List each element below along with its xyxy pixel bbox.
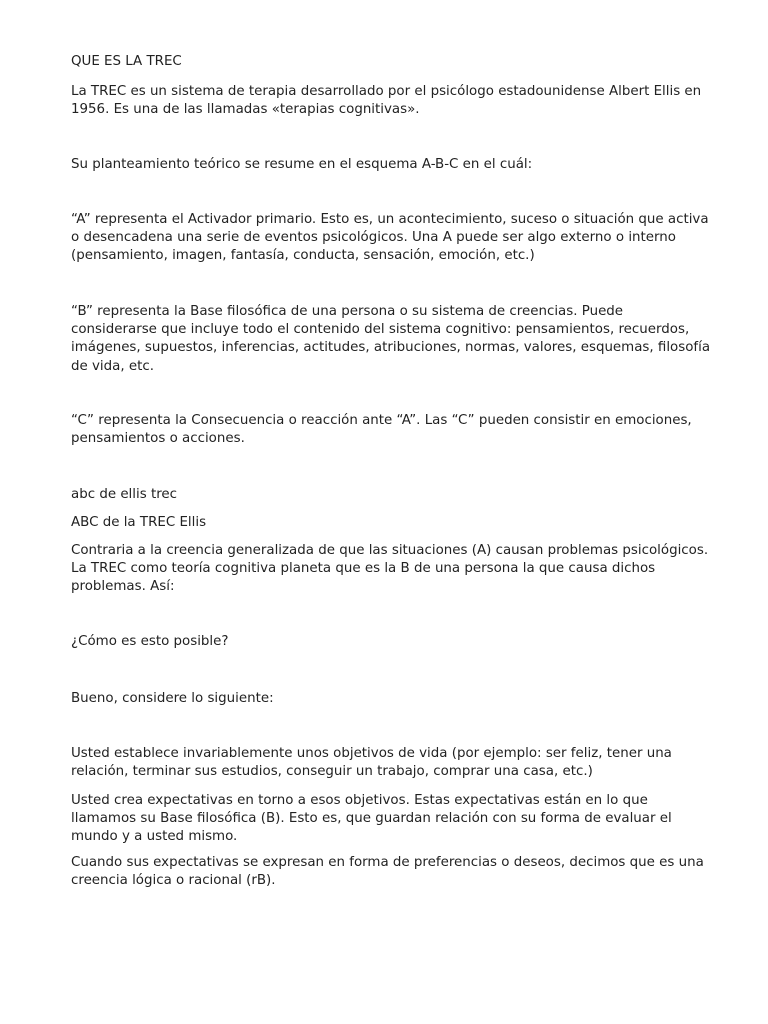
document-title: QUE ES LA TREC — [71, 54, 182, 69]
image-caption-abc: abc de ellis trec — [71, 487, 178, 502]
paragraph-abc-schema: Su planteamiento teórico se resume en el esquema A-B-C en el cuál: — [71, 157, 533, 172]
paragraph-consider: Bueno, considere lo siguiente: — [71, 691, 274, 706]
paragraph-objetivos: Usted establece invariablemente unos objetivos de vida (por ejemplo: ser feliz, tener una relación, terminar sus estudios, conseguir un trabajo, comprar una casa, etc.) — [71, 746, 672, 780]
paragraph-b-definition: “B” representa la Base filosófica de una persona o su sistema de creencias. Puede considerarse que incluye todo el contenido del sistema cognitivo: pensamientos, recuerdos, imágenes, supuestos, inferencias, actitudes, atribuciones, normas, valores, esquemas, filosofía de vida, etc. — [71, 304, 711, 374]
paragraph-contraria: Contraria a la creencia generalizada de que las situaciones (A) causan problemas psicológicos. La TREC como teoría cognitiva planeta que es la B de una persona la que causa dichos problemas. Así: — [71, 543, 709, 595]
paragraph-expectativas: Usted crea expectativas en torno a esos objetivos. Estas expectativas están en lo que llamamos su Base filosófica (B). Esto es, que guardan relación con su forma de evaluar el mundo y a usted mismo. — [71, 793, 672, 845]
paragraph-trec-intro: La TREC es un sistema de terapia desarrollado por el psicólogo estadounidense Albert Ellis en 1956. Es una de las llamadas «terapias cognitivas». — [71, 84, 702, 118]
paragraph-a-definition: “A” representa el Activador primario. Esto es, un acontecimiento, suceso o situación que activa o desencadena una serie de eventos psicológicos. Una A puede ser algo externo o interno (pensamiento, imagen, fantasía, conducta, sensación, emoción, etc.) — [71, 212, 709, 264]
paragraph-question: ¿Cómo es esto posible? — [71, 634, 229, 649]
subheading-abc-trec-ellis: ABC de la TREC Ellis — [71, 515, 207, 530]
paragraph-c-definition: “C” representa la Consecuencia o reacción ante “A”. Las “C” pueden consistir en emociones, pensamientos o acciones. — [71, 413, 692, 447]
paragraph-preferencias: Cuando sus expectativas se expresan en forma de preferencias o deseos, decimos que es una creencia lógica o racional (rB). — [71, 855, 704, 889]
